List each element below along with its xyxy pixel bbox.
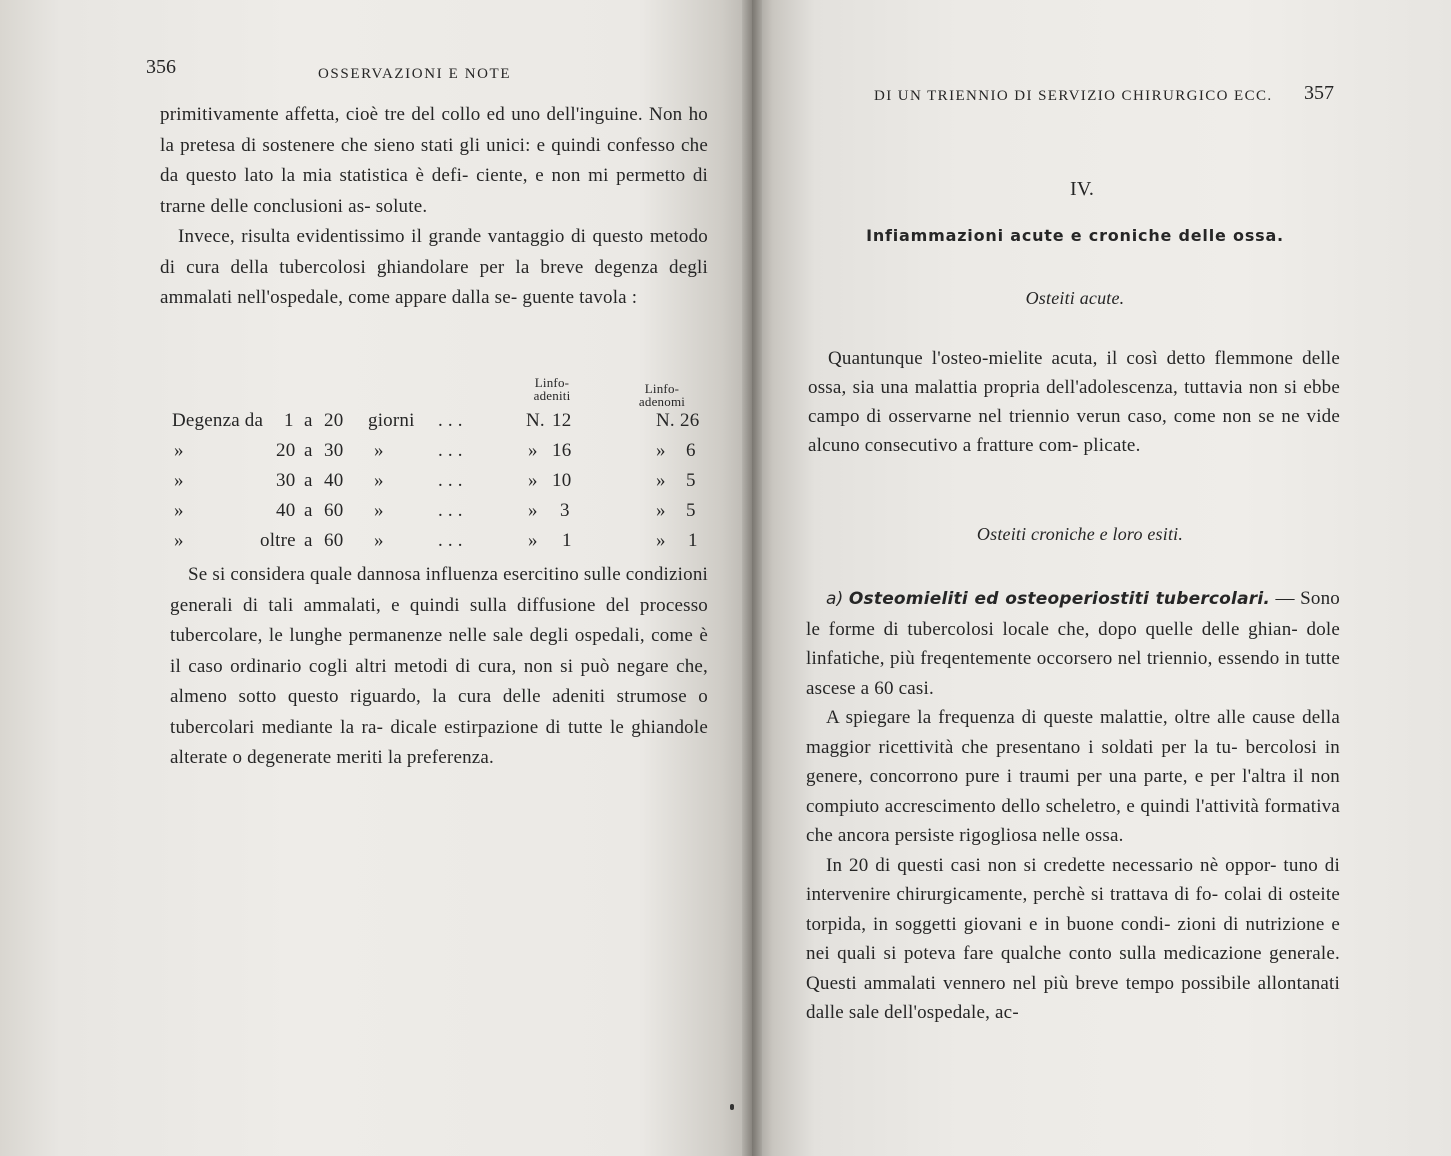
left-running-head: OSSERVAZIONI E NOTE: [318, 66, 512, 82]
print-speck: [730, 1104, 734, 1110]
paragraph-osteomieliti: a) Osteomieliti ed osteoperiostiti tubercolari. — Sono le forme di tubercolosi locale che, dopo quelle delle ghian- dole linfatiche, più freqentemente occorsero nel triennio, essendo in tutte ascese a 60 casi.: [806, 588, 1341, 699]
subtitle-osteiti-croniche: Osteiti croniche e loro esiti.: [976, 524, 1184, 544]
right-running-head: DI UN TRIENNIO DI SERVIZIO CHIRURGICO ECC.: [874, 88, 1273, 104]
right-running-header: [874, 82, 1344, 105]
col-header-linfoadenomi: Linfo- adenomi: [638, 381, 686, 409]
item-label: a): [826, 589, 844, 609]
table-row: » 30 a 40 » . . . » 10 » 5: [174, 470, 696, 491]
right-page-number: 357: [1304, 82, 1334, 104]
subtitle-osteiti-acute: Osteiti acute.: [1025, 288, 1125, 308]
section-title: Infiammazioni acute e croniche delle ossa.: [866, 226, 1284, 245]
table-row: Degenza da 1 a 20 giorni . . . N. 12 N. 26: [172, 410, 700, 431]
right-paragraphs-bottom: [806, 584, 1340, 1028]
table-row: » oltre a 60 » . . . » 1 » 1: [174, 530, 698, 551]
paragraph-se-si-considera: Se si considera quale dannosa influenza esercitino sulle condizioni generali di tali ammalati, e quindi sulla diffusione del processo tubercolare, le lunghe permanenze nelle sale degli ospedali, come è il caso ordinario cogli altri metodi di cura, non si può negare che, almeno sotto questo riguardo, la cura delle adeniti strumose o tubercolari mediante la ra- dicale estirpazione di tutte le ghiandole alterate o degenerate meriti la preferenza.: [170, 564, 709, 768]
paragraph-a-spiegare: A spiegare la frequenza di queste malattie, oltre alle cause della maggior ricettività che presentano i soldati per la tu- bercolosi in genere, concorrono pure i traumi per una parte, e per l'altra il non compiuto accrescimento dello scheletro, e quindi l'attività formativa che ancora persiste rigogliosa nelle ossa.: [806, 707, 1341, 846]
left-page-number: 356: [146, 56, 176, 78]
section-number: IV.: [1070, 178, 1095, 200]
paragraph-quantunque: Quantunque l'osteo-mielite acuta, il così detto flemmone delle ossa, sia una malattia propria dell'adolescenza, tuttavia non si ebbe campo di osservarne nel triennio verun caso, come non se ne vide alcuno consecutivo a fratture com- plicate.: [808, 348, 1341, 456]
paragraph-in-20: In 20 di questi casi non si credette necessario nè oppor- tuno di intervenire chirurgicamente, perchè si trattava di fo- colai di osteite torpida, in soggetti giovani e in buone condi- zioni di nutrizione e nei quali si poteva fare qualche conto sulla medicazione generale. Questi ammalati vennero nel più breve tempo possibile allontanati dalle sale dell'ospedale, ac-: [806, 854, 1341, 1023]
left-paragraphs-top: [160, 100, 708, 314]
col-header-linfoadeniti: Linfo- adeniti: [533, 375, 571, 403]
paragraph-invece: Invece, risulta evidentissimo il grande vantaggio di questo metodo di cura della tubercolosi ghiandolare per la breve degenza degli ammalati nell'ospedale, come appare dalla se- guente tavola :: [160, 226, 709, 308]
paragraph-continuation: primitivamente affetta, cioè tre del collo ed uno dell'inguine. Non ho la pretesa di sostenere che sieno stati gli unici: e quindi confesso che da questo lato la mia statistica è defi- ciente, e non mi permetto di trarne delle conclusioni as- solute.: [160, 104, 709, 217]
item-title: Osteomieliti ed osteoperiostiti tubercolari.: [848, 589, 1271, 609]
left-paragraph-bottom: [170, 560, 708, 774]
book-gutter: [742, 0, 762, 1156]
table-row: » 40 a 60 » . . . » 3 » 5: [174, 500, 696, 521]
table-row: » 20 a 30 » . . . » 16 » 6: [174, 440, 696, 461]
